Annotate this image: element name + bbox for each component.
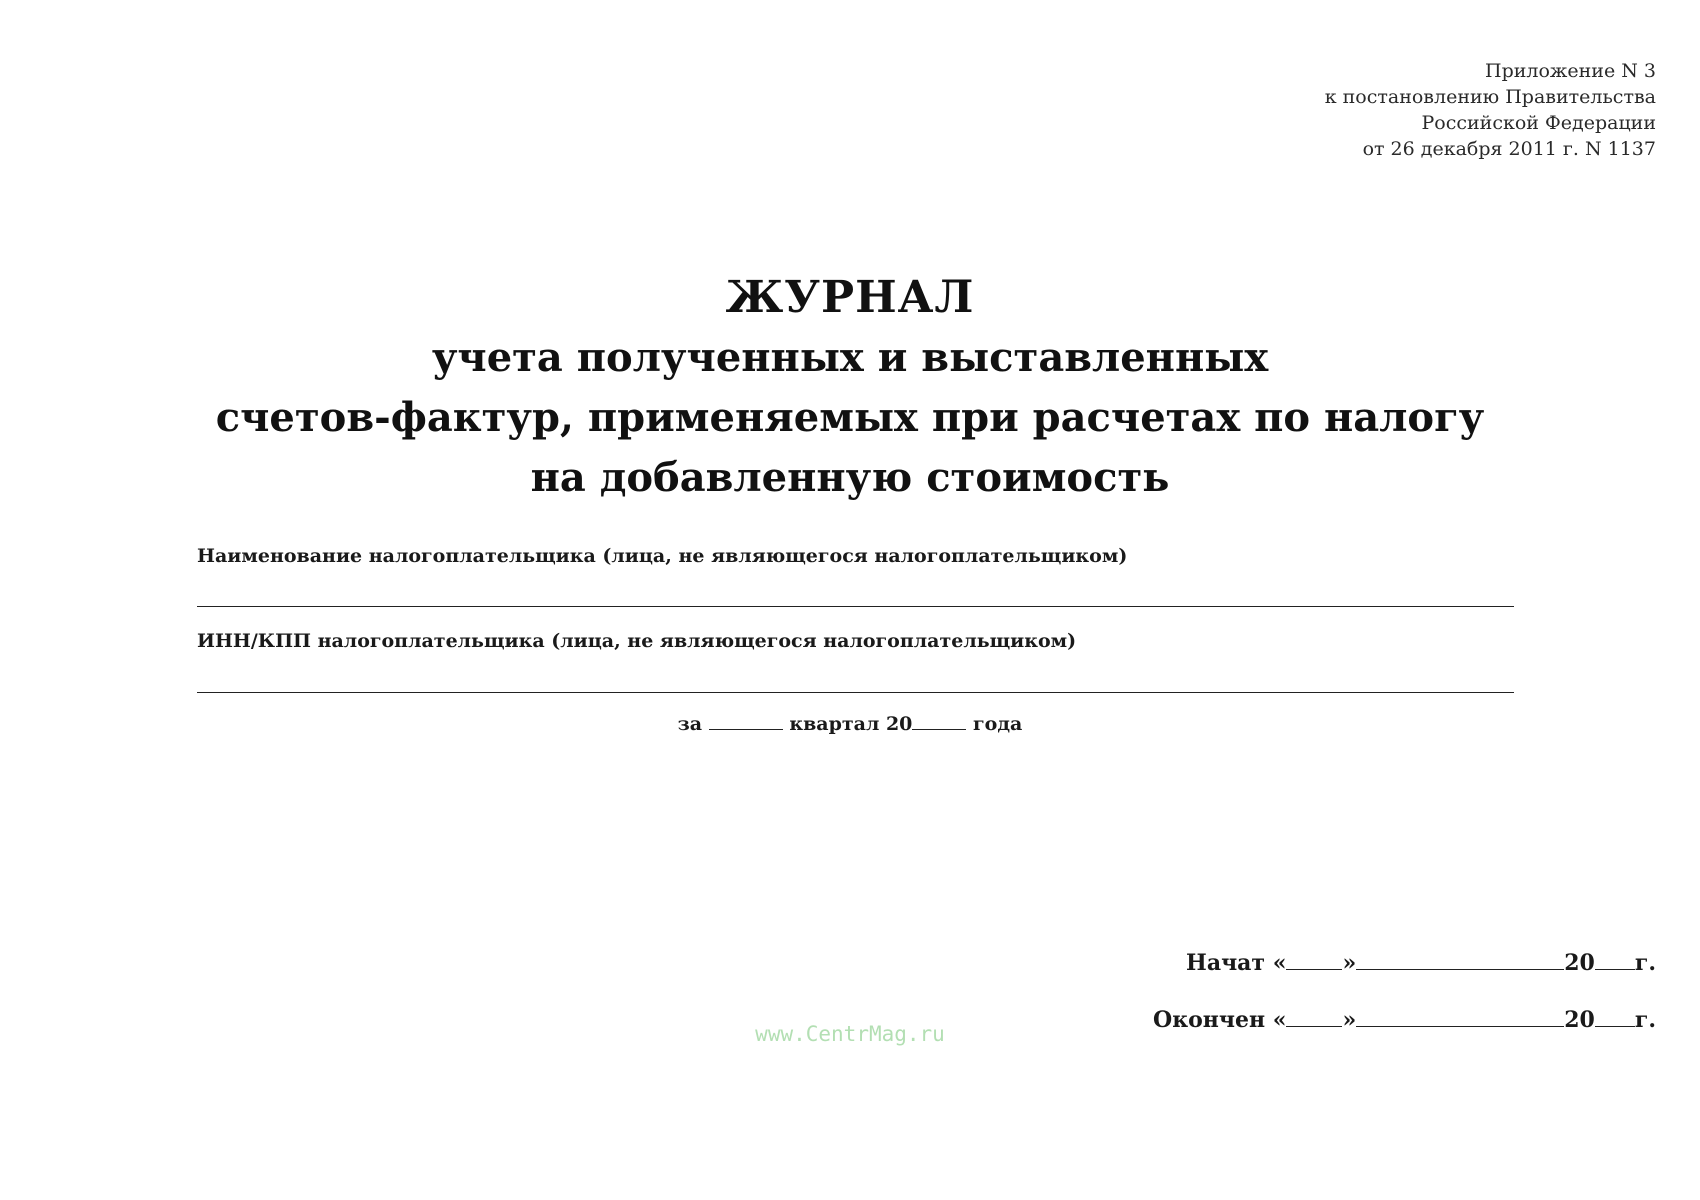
title-main: ЖУРНАЛ [725,272,975,323]
start-date-label: Начат « [1186,950,1287,976]
start-year-prefix: 20 [1564,950,1595,976]
end-year-prefix: 20 [1564,1007,1595,1033]
inn-kpp-line[interactable] [197,692,1514,693]
appendix-line: Российской Федерации [1421,112,1656,134]
period-middle: квартал 20 [789,713,913,735]
end-date-label: Окончен « [1153,1007,1287,1033]
taxpayer-name-label: Наименование налогоплательщика (лица, не являющегося налогоплательщиком) [197,545,1128,567]
start-year-suffix: г. [1634,950,1656,976]
year-blank[interactable] [912,713,966,730]
quarter-blank[interactable] [709,713,783,730]
taxpayer-name-line[interactable] [197,606,1514,607]
inn-kpp-label: ИНН/КПП налогоплательщика (лица, не являющегося налогоплательщиком) [197,630,1077,652]
title-line: счетов-фактур, применяемых при расчетах по налогу [215,394,1485,441]
document-title [0,268,1700,508]
start-close-quote: » [1342,950,1357,976]
period-prefix: за [677,713,703,735]
period-suffix: года [973,713,1023,735]
start-date-line [1186,950,1656,976]
appendix-note [1325,58,1656,162]
title-line: на добавленную стоимость [530,454,1170,501]
appendix-line: от 26 декабря 2011 г. N 1137 [1362,138,1656,160]
end-close-quote: » [1342,1007,1357,1033]
period-line [0,713,1700,735]
appendix-line: Приложение N 3 [1485,60,1656,82]
title-line: учета полученных и выставленных [431,334,1269,381]
watermark: www.CentrMag.ru [755,1022,945,1046]
start-day-blank[interactable] [1286,953,1342,970]
start-month-blank[interactable] [1356,953,1564,970]
end-year-suffix: г. [1634,1007,1656,1033]
appendix-line: к постановлению Правительства [1324,86,1656,108]
start-year-blank[interactable] [1595,953,1635,970]
